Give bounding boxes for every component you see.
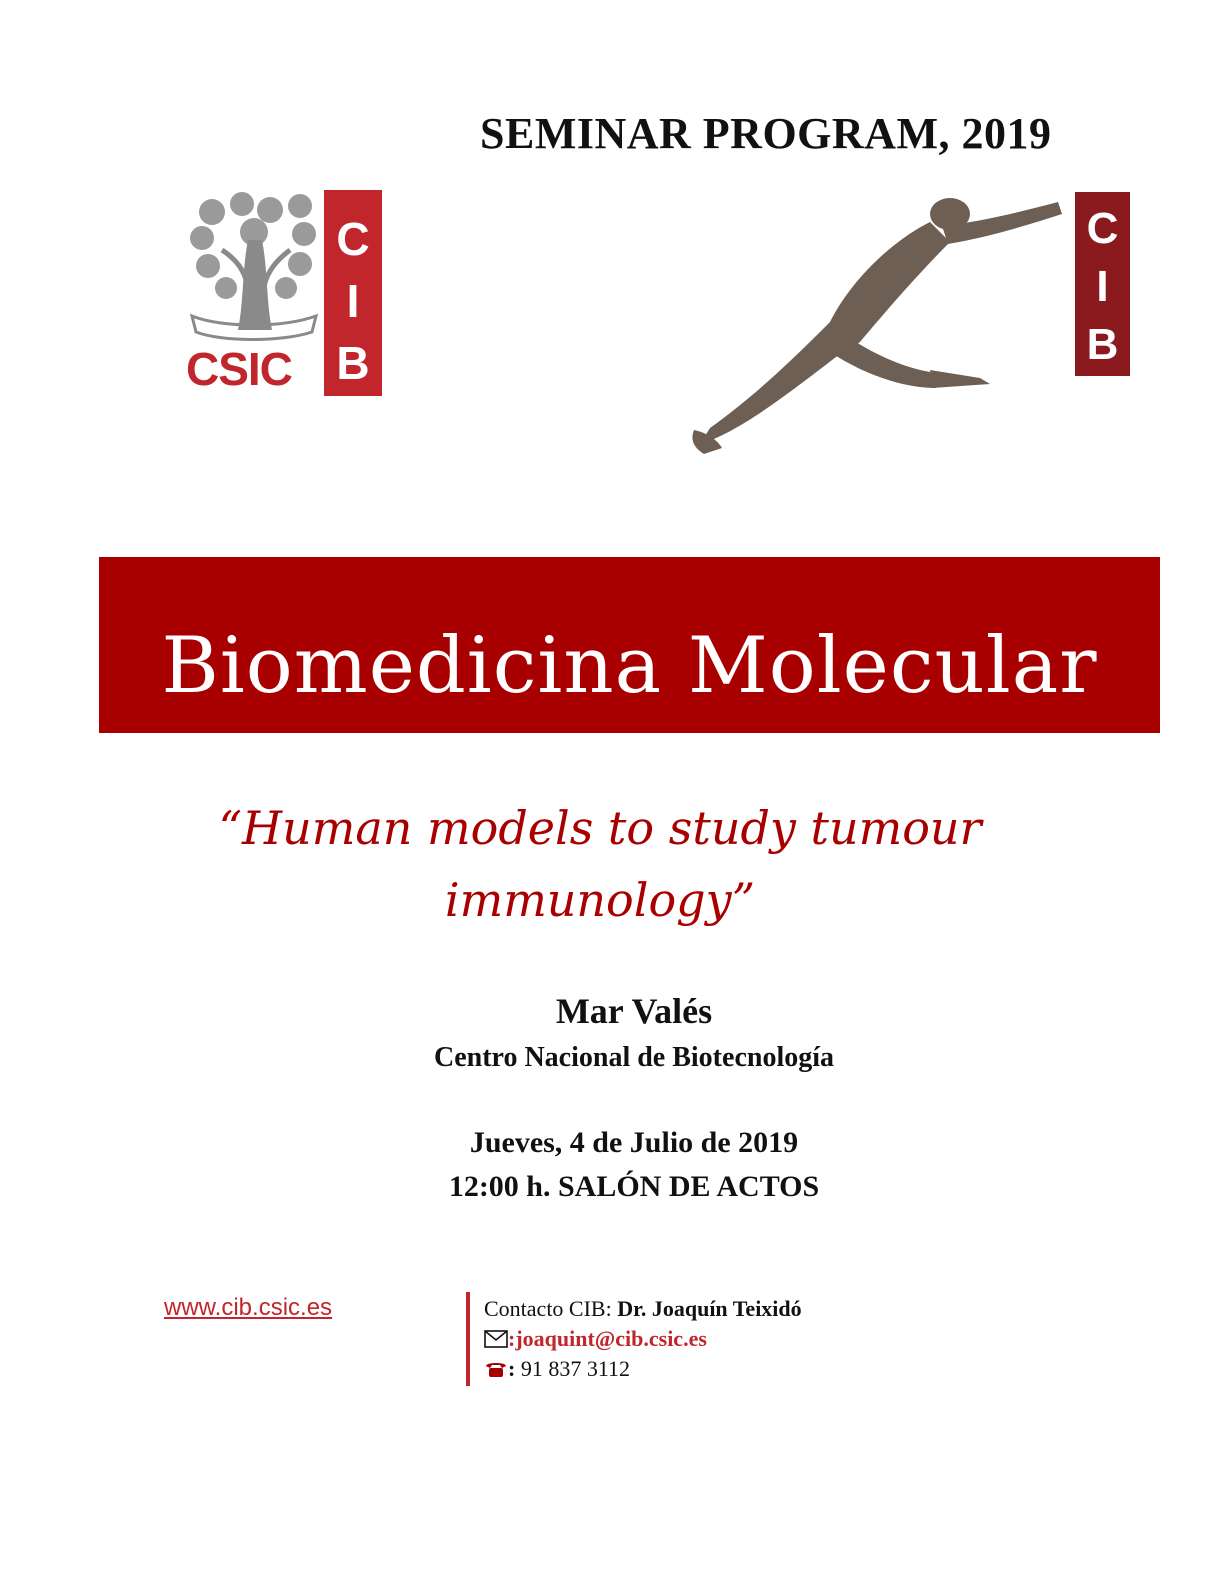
email-link[interactable]: :joaquint@cib.csic.es xyxy=(508,1326,707,1351)
contact-line xyxy=(484,1296,802,1322)
phone-line xyxy=(484,1356,630,1382)
phone-number: 91 837 3112 xyxy=(520,1356,631,1381)
speaker-institution: Centro Nacional de Biotecnología xyxy=(433,1042,834,1073)
telephone-icon xyxy=(484,1360,508,1378)
sculpture-figure-image xyxy=(680,192,1080,462)
cib-logo-left xyxy=(324,190,382,396)
cib-letter-b: B xyxy=(336,337,370,389)
cib-letter-c: C xyxy=(336,213,370,265)
contact-label: Contacto CIB: xyxy=(484,1296,618,1321)
banner-title: Biomedicina Molecular xyxy=(161,621,1098,711)
csic-wordmark: CSIC xyxy=(186,343,292,395)
website-link[interactable]: www.cib.csic.es xyxy=(164,1294,333,1321)
cib-letter-i: I xyxy=(346,275,360,327)
phone-separator: : xyxy=(508,1356,521,1381)
cib-logo-right xyxy=(1075,192,1130,376)
envelope-icon xyxy=(484,1330,508,1348)
talk-title xyxy=(150,792,1050,936)
talk-title-line-2: immunology” xyxy=(444,873,756,927)
contact-name: Dr. Joaquín Teixidó xyxy=(617,1296,802,1321)
speaker-name: Mar Valés xyxy=(555,991,713,1031)
cib-letter-i: I xyxy=(1096,262,1109,311)
cib-letter-c: C xyxy=(1086,204,1119,253)
cib-letter-b: B xyxy=(1086,320,1119,369)
talk-title-line-1: “Human models to study tumour xyxy=(218,801,982,855)
event-date: Jueves, 4 de Julio de 2019 xyxy=(469,1126,799,1159)
title-banner xyxy=(99,557,1160,733)
event-time-place: 12:00 h. SALÓN DE ACTOS xyxy=(448,1170,820,1203)
email-line xyxy=(484,1326,707,1352)
contact-divider xyxy=(466,1292,470,1386)
seminar-program-title: SEMINAR PROGRAM, 2019 xyxy=(480,109,1052,158)
